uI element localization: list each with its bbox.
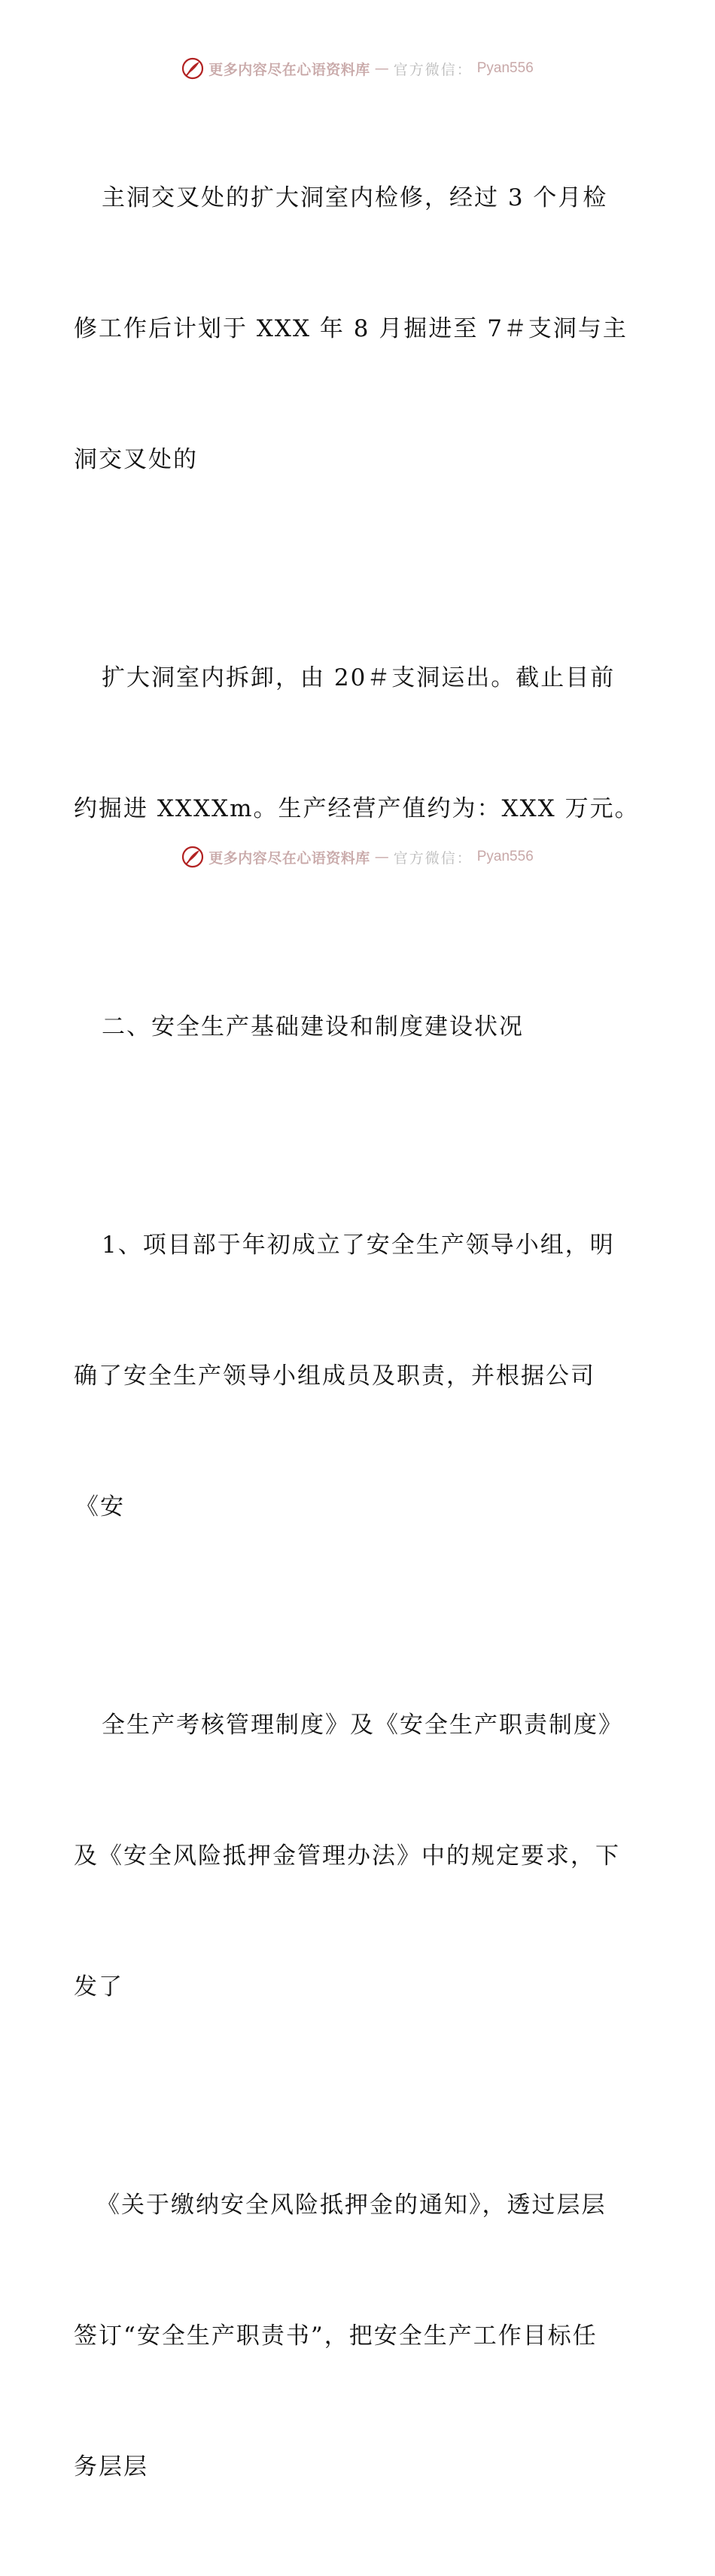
watermark-main-text: 更多内容尽在心语资料库 <box>208 61 370 78</box>
header-watermark <box>0 57 715 80</box>
feather-pen-logo-icon <box>181 846 204 868</box>
feather-pen-logo-icon <box>181 57 204 80</box>
text-line: 修工作后计划于 XXX 年 8 月掘进至 7＃支洞与主 <box>74 315 628 342</box>
watermark-wechat-id: Pyan556 <box>476 849 534 864</box>
text-line: 确了安全生产领导小组成员及职责，并根据公司 <box>74 1362 595 1390</box>
text-line: 及《安全风险抵押金管理办法》中的规定要求，下 <box>74 1842 620 1870</box>
text-line: 扩大洞室内拆卸，由 20＃支洞运出。截止目前 <box>102 664 616 691</box>
footer-watermark <box>0 846 715 868</box>
text-line: 全生产考核管理制度》及《安全生产职责制度》 <box>102 1712 623 1739</box>
heading-line: 二、安全生产基础建设和制度建设状况 <box>102 1013 524 1040</box>
watermark-wechat-id: Pyan556 <box>476 60 534 76</box>
paragraph-4 <box>74 1616 646 2096</box>
text-line: 《安 <box>75 1493 125 1520</box>
text-line: 务层层 <box>74 2453 148 2480</box>
watermark-wechat-label: 官方微信： <box>393 849 473 867</box>
text-line: 1、项目部于年初成立了安全生产领导小组，明 <box>102 1232 615 1259</box>
document-body <box>74 89 646 2576</box>
watermark-wechat-label: 官方微信： <box>393 61 473 78</box>
paragraph-3 <box>74 1136 646 1616</box>
watermark-dash: — <box>374 849 389 865</box>
text-line: 《关于缴纳安全风险抵押金的通知》，透过层层 <box>96 2192 607 2219</box>
watermark-dash: — <box>374 60 389 77</box>
text-line: 主洞交叉处的扩大洞室内检修，经过 3 个月检 <box>102 184 608 211</box>
text-line: 洞交叉处的 <box>74 446 198 473</box>
text-line: 约掘进 XXXXm。生产经营产值约为：XXX 万元。 <box>74 795 640 822</box>
paragraph-5 <box>74 2096 646 2576</box>
text-line: 发了 <box>74 1973 123 2000</box>
paragraph-1 <box>74 89 646 569</box>
watermark-main-text: 更多内容尽在心语资料库 <box>208 849 370 867</box>
section-heading <box>74 918 646 1136</box>
text-line: 签订“安全生产职责书”，把安全生产工作目标任 <box>74 2322 598 2350</box>
